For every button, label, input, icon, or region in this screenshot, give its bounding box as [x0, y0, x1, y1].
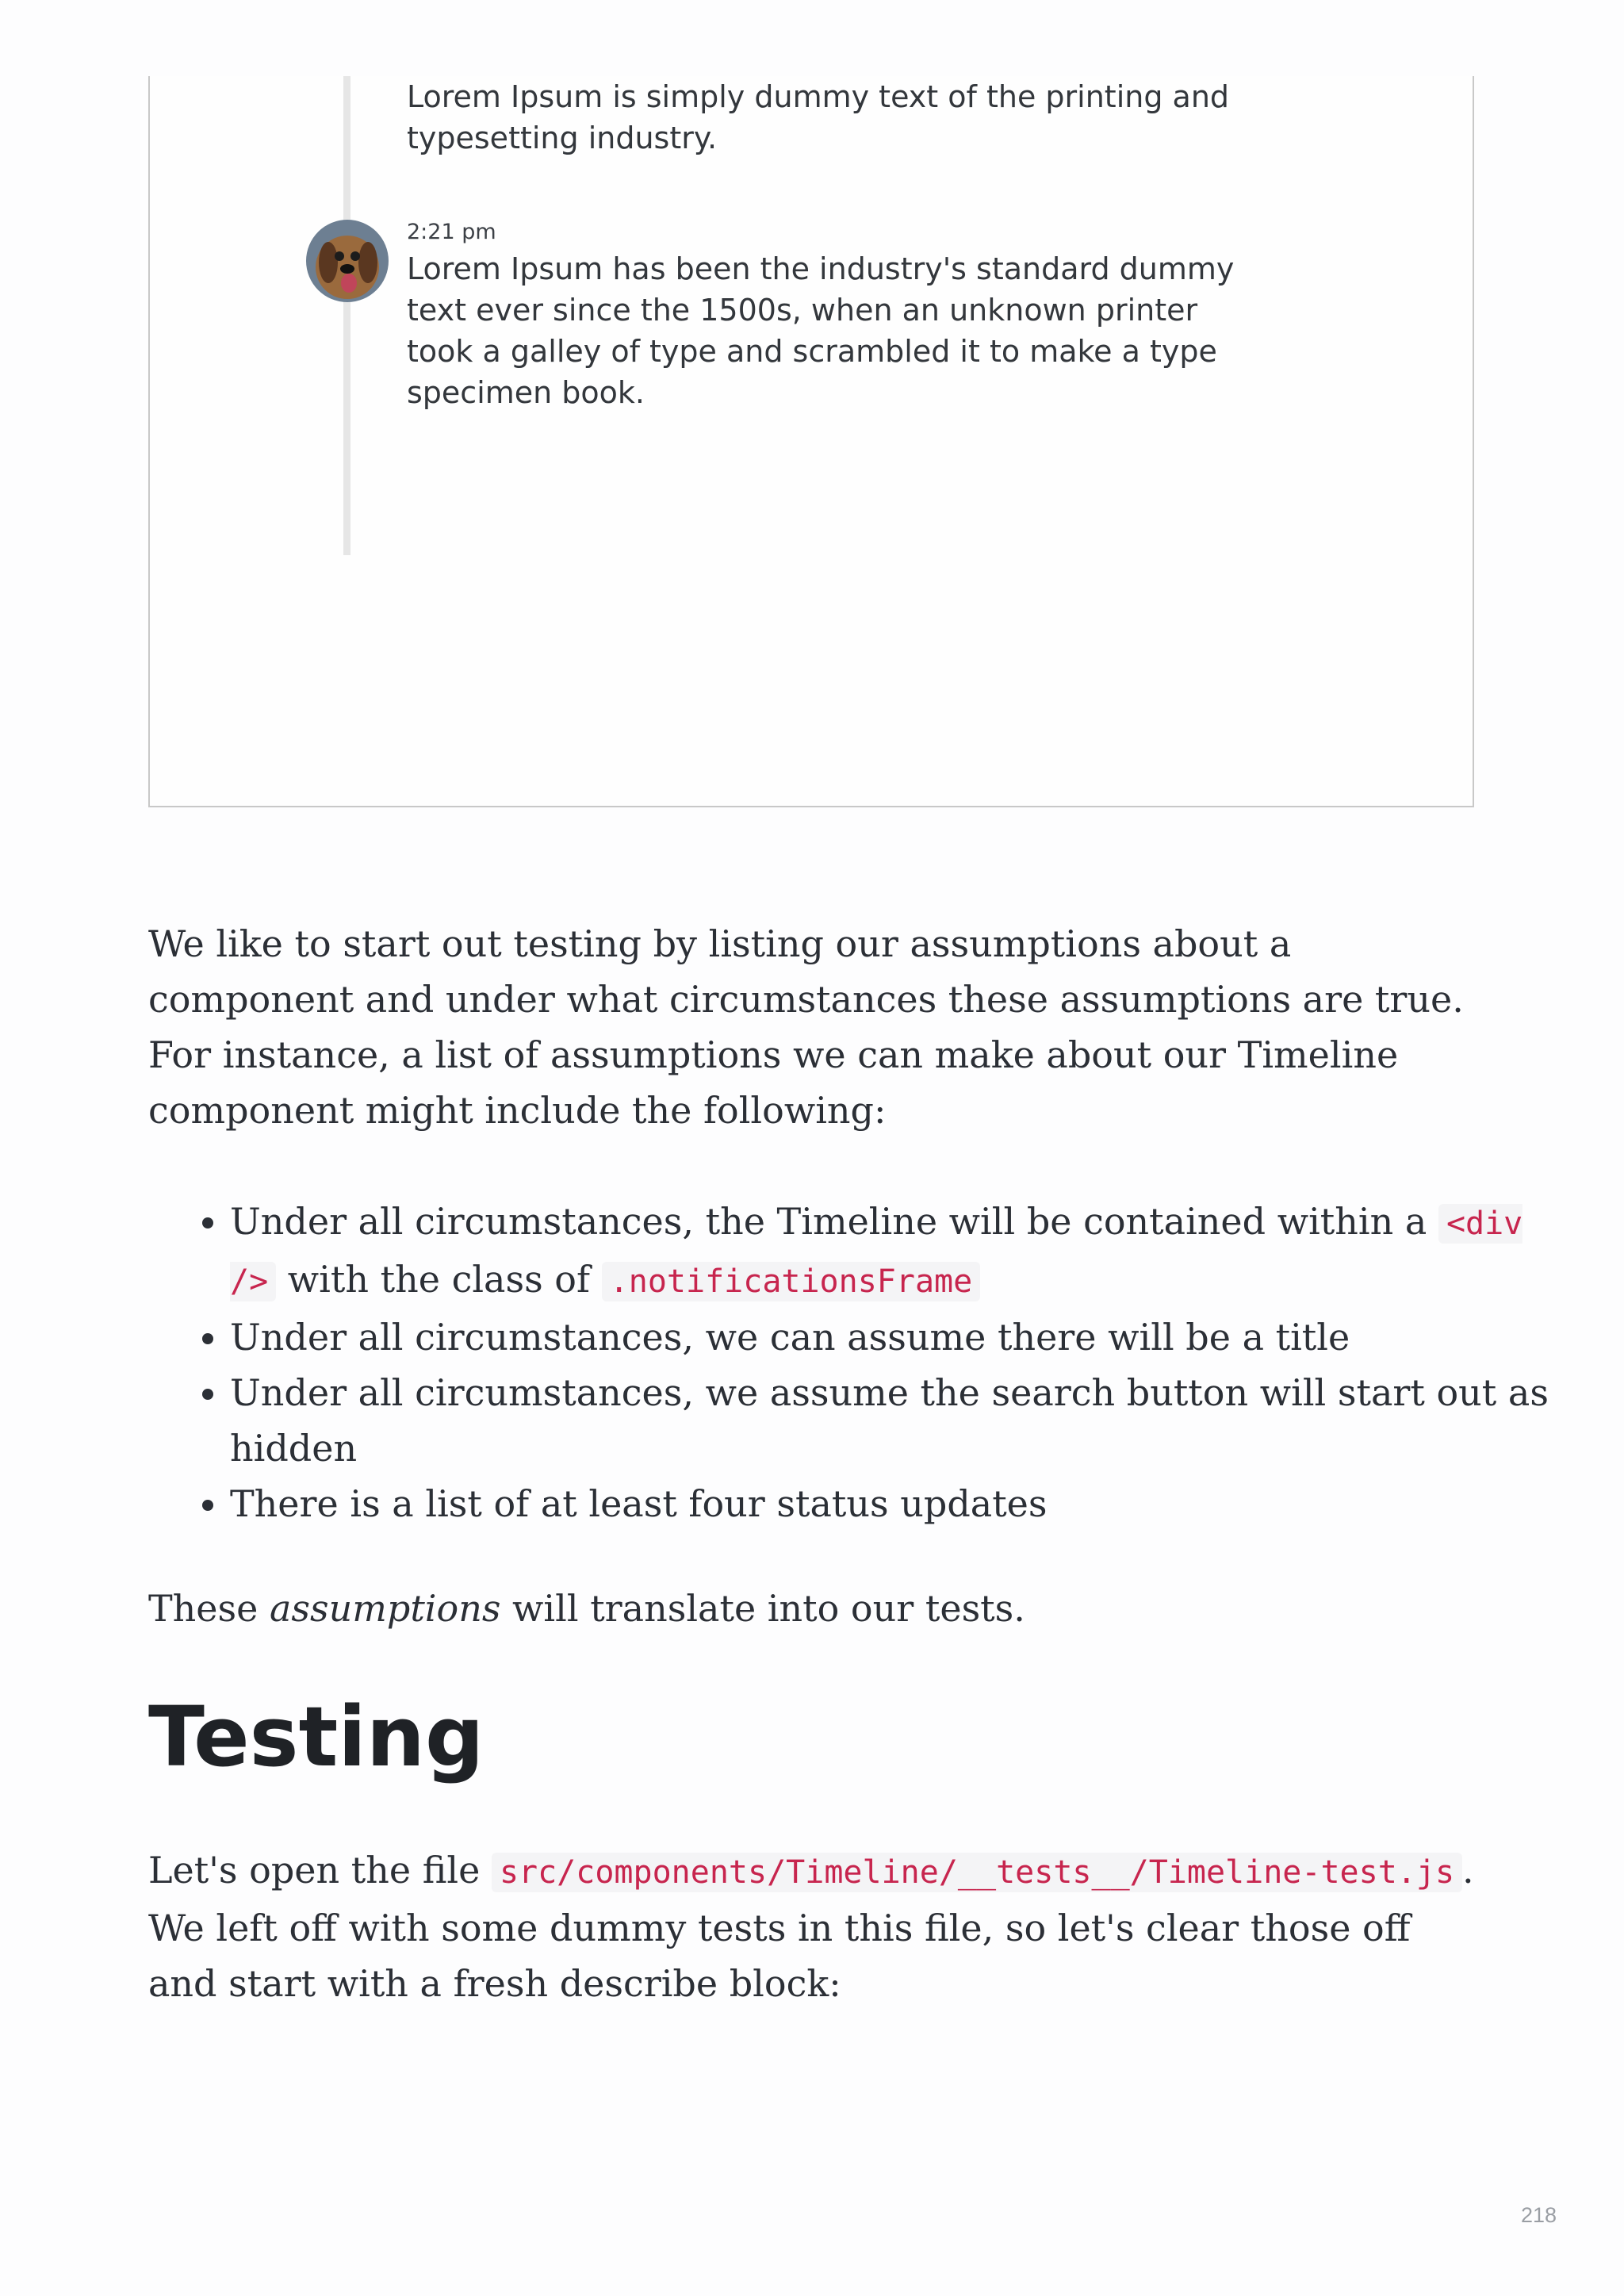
inline-code: <div />: [230, 1205, 1523, 1300]
list-item-text: with the class of: [276, 1258, 602, 1301]
translate-text: These: [148, 1587, 270, 1630]
list-item-text: Under all circumstances, the Timeline will be contained within a: [230, 1200, 1438, 1243]
timeline-message-2: Lorem Ipsum has been the industry's standard dummy text ever since the 1500s, when an unknown printer took a galley of type and scrambled it to make a type specimen book.: [407, 251, 1235, 410]
file-path-code: src/components/Timeline/__tests__/Timeline-test.js: [492, 1853, 1462, 1892]
list-item: • Under all circumstances, we assume the search button will start out as hidden: [230, 1365, 1562, 1476]
list-item: [230, 1194, 1562, 1309]
emphasis-text: assumptions: [269, 1587, 501, 1630]
translate-paragraph: [148, 1581, 1480, 1636]
page-number: 218: [1521, 2203, 1557, 2227]
inline-code: .notificationsFrame: [602, 1262, 981, 1301]
timeline-vertical-line: [343, 76, 350, 555]
testing-paragraph: [148, 1842, 1480, 2011]
intro-paragraph: We like to start out testing by listing our assumptions about a component and under what circumstances these assumptions are true. For instance, a list of assumptions we can make about our Timeline component might include the following:: [148, 922, 1464, 1132]
assumptions-list: [148, 1194, 1562, 1531]
list-item: • Under all circumstances, we can assume there will be a title: [230, 1309, 1562, 1365]
translate-text: will translate into our tests.: [500, 1587, 1025, 1630]
section-heading: Testing: [148, 1688, 485, 1785]
timeline-message-time: 2:21 pm: [407, 220, 496, 244]
testing-text: Let's open the file: [148, 1849, 492, 1892]
timeline-message-1: Lorem Ipsum is simply dummy text of the printing and typesetting industry.: [407, 79, 1230, 155]
testing-text: . We left off with some dummy tests in this file, so let's clear those off and start with a fresh describe block:: [148, 1849, 1474, 2005]
list-item: • There is a list of at least four status updates: [230, 1476, 1562, 1531]
dog-avatar-icon: [306, 220, 389, 302]
